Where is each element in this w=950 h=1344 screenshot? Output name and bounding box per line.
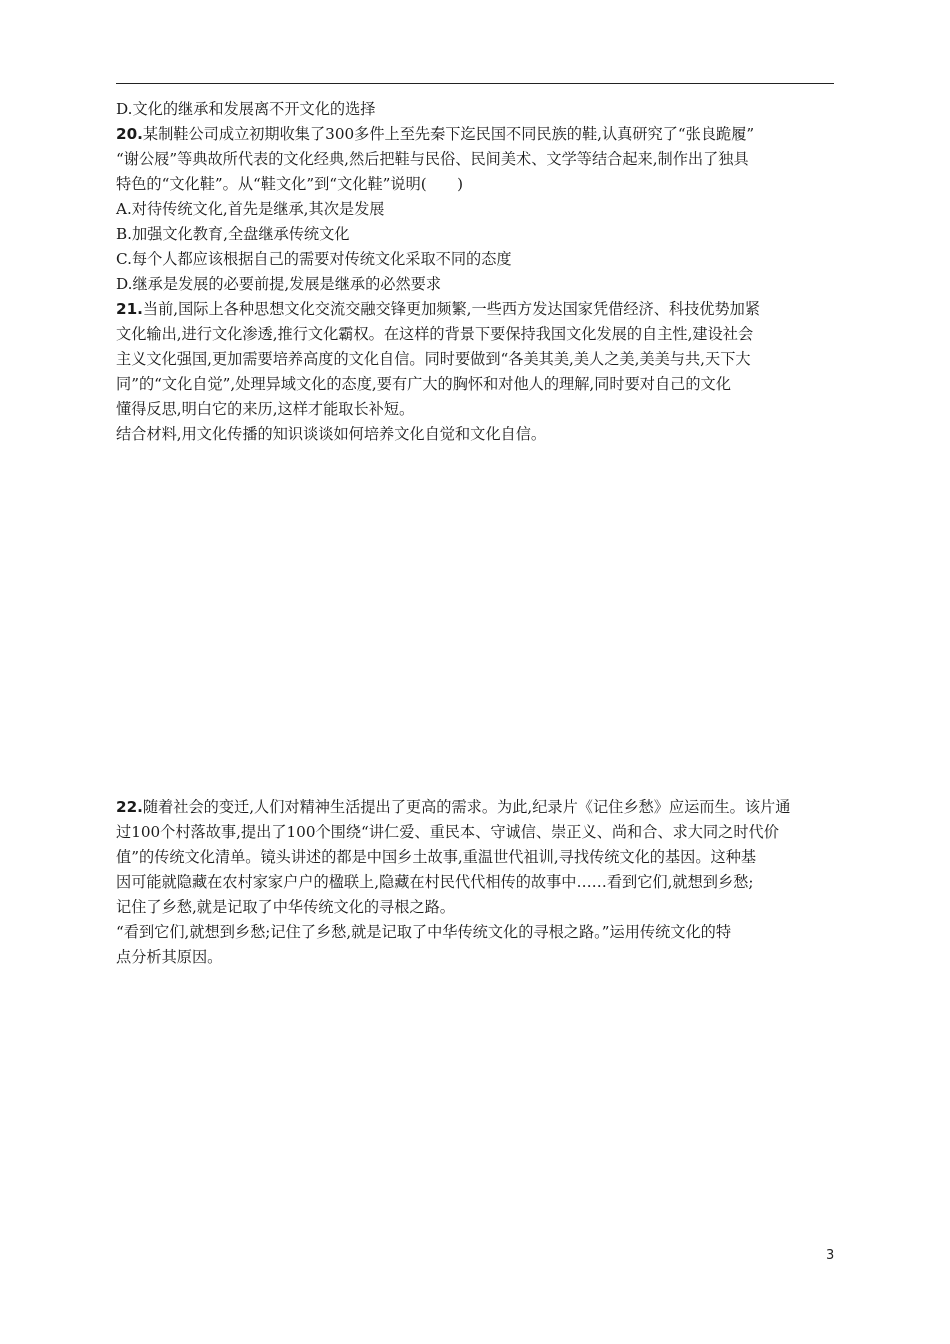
upper-questions: [116, 97, 840, 447]
q21-material-line-3: 主义文化强国,更加需要培养高度的文化自信。同时要做到“各美其美,美人之美,美美与共,天下大: [116, 350, 751, 368]
q21-question: 结合材料,用文化传播的知识谈谈如何培养文化自觉和文化自信。: [116, 425, 547, 443]
header-rule: [116, 83, 834, 84]
q21-number: 21.: [116, 300, 143, 318]
q22-material-line-1: [116, 795, 840, 820]
q19-option-d: D.文化的继承和发展离不开文化的选择: [116, 100, 376, 118]
q20-number: 20.: [116, 125, 143, 143]
q20-option-c: C.每个人都应该根据自己的需要对传统文化采取不同的态度: [116, 250, 512, 268]
q21-material-text-1: 当前,国际上各种思想文化交流交融交锋更加频繁,一些西方发达国家凭借经济、科技优势加紧: [142, 300, 761, 318]
q20-option-a: A.对待传统文化,首先是继承,其次是发展: [116, 200, 385, 218]
q20-stem-line-3: 特色的“文化鞋”。从“鞋文化”到“文化鞋”说明( ): [116, 175, 463, 193]
q22-material-line-4: 因可能就隐藏在农村家家户户的楹联上,隐藏在村民代代相传的故事中……看到它们,就想到乡愁;: [116, 873, 754, 891]
q20-option-b: B.加强文化教育,全盘继承传统文化: [116, 225, 350, 243]
q21-material-line-2: 文化输出,进行文化渗透,推行文化霸权。在这样的背景下要保持我国文化发展的自主性,建设社会: [116, 325, 754, 343]
q20-option-d: D.继承是发展的必要前提,发展是继承的必然要求: [116, 275, 442, 293]
q22-material-line-3: 值”的传统文化清单。镜头讲述的都是中国乡土故事,重温世代祖训,寻找传统文化的基因。这种基: [116, 848, 757, 866]
q21-material-line-5: 懂得反思,明白它的来历,这样才能取长补短。: [116, 400, 415, 418]
q20-stem-line-2: “谢公屐”等典故所代表的文化经典,然后把鞋与民俗、民间美术、文学等结合起来,制作出了独具: [116, 150, 749, 168]
q20-stem-text-1: 某制鞋公司成立初期收集了300多件上至先秦下迄民国不同民族的鞋,认真研究了“张良跪履”: [142, 125, 755, 143]
q22-material-text-1: 随着社会的变迁,人们对精神生活提出了更高的需求。为此,纪录片《记住乡愁》应运而生。该片通: [142, 798, 791, 816]
q22-material-line-2: 过100个村落故事,提出了100个围绕“讲仁爱、重民本、守诚信、崇正义、尚和合、求大同之时代价: [116, 823, 779, 841]
q22-question-line-2: 点分析其原因。: [116, 948, 223, 966]
q21-material-line-1: [116, 297, 840, 322]
q22-question-line-1: “看到它们,就想到乡愁;记住了乡愁,就是记取了中华传统文化的寻根之路。”运用传统文化的特: [116, 923, 732, 941]
q21-material-line-4: 同”的“文化自觉”,处理异域文化的态度,要有广大的胸怀和对他人的理解,同时要对自己的文化: [116, 375, 731, 393]
q22-block: [116, 795, 840, 970]
q22-material-line-5: 记住了乡愁,就是记取了中华传统文化的寻根之路。: [116, 898, 455, 916]
page-number: 3: [826, 1248, 835, 1263]
q22-number: 22.: [116, 798, 143, 816]
q20-stem-line-1: [116, 122, 840, 147]
